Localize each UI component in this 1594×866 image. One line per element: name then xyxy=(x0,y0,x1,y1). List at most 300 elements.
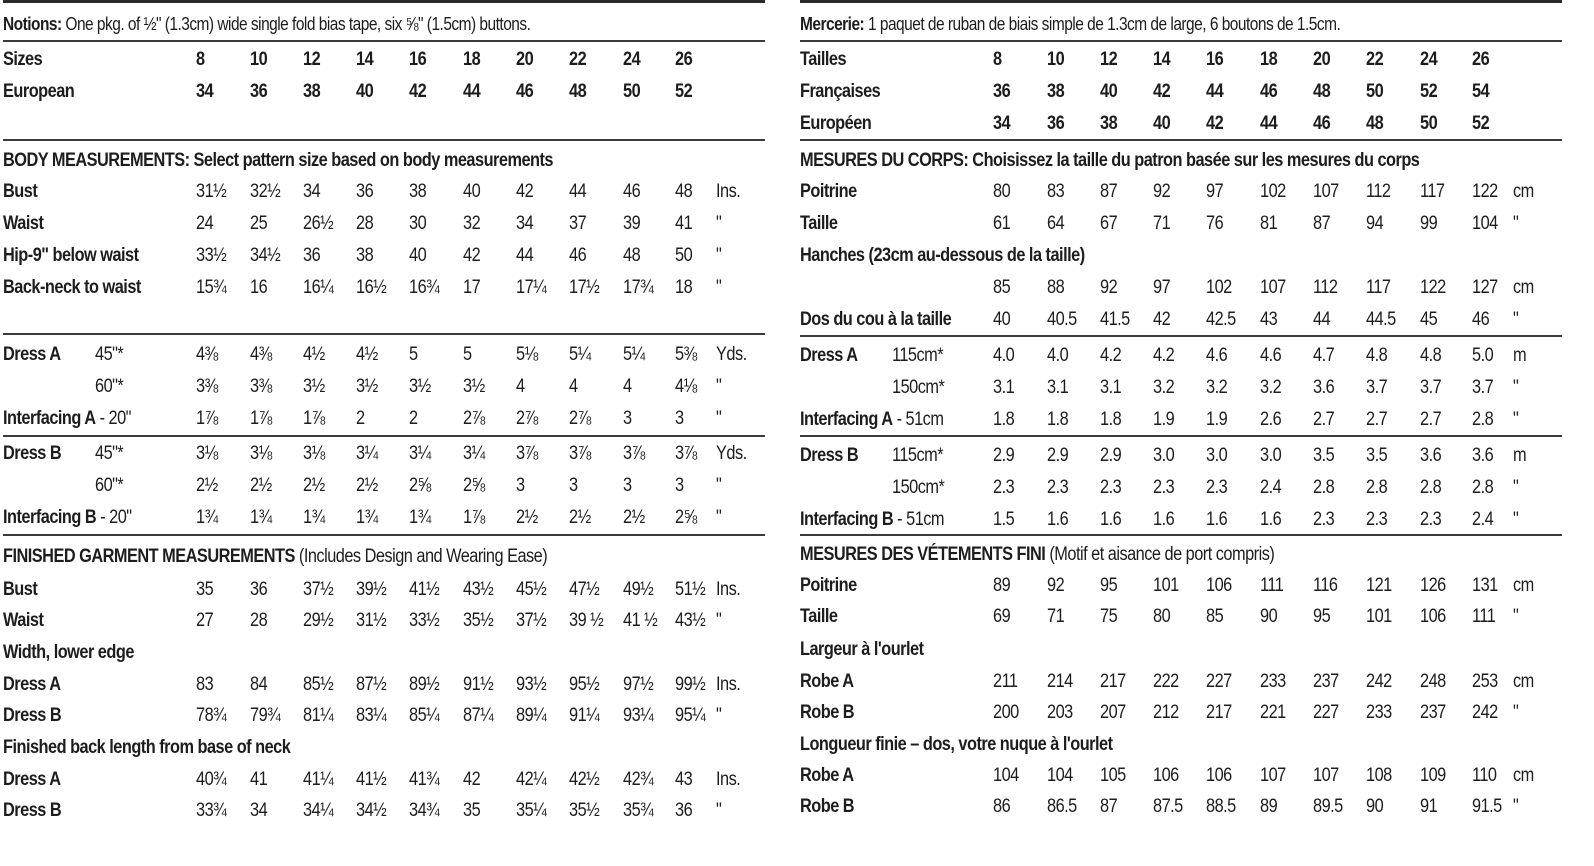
table-cell: 14 xyxy=(1153,49,1171,70)
table-cell: 217 xyxy=(1100,671,1126,692)
row-label: Robe B xyxy=(800,796,855,817)
unit-label: " xyxy=(716,408,722,429)
table-cell: 105 xyxy=(1100,765,1126,786)
table-cell: 94 xyxy=(1366,213,1384,234)
row-label: Françaises xyxy=(800,81,881,102)
unit-label: " xyxy=(1513,796,1519,817)
table-cell: 3 xyxy=(675,408,684,429)
table-cell: 85 xyxy=(1206,606,1224,627)
table-cell: 81 xyxy=(1260,213,1278,234)
table-cell: 227 xyxy=(1313,702,1339,723)
table-cell: 3 xyxy=(623,408,632,429)
table-cell: 43 xyxy=(675,769,693,790)
table-cell: 61 xyxy=(993,213,1011,234)
table-cell: 36 xyxy=(675,800,693,821)
table-cell: 16 xyxy=(1206,49,1224,70)
table-cell: 8 xyxy=(993,49,1002,70)
table-cell: 121 xyxy=(1366,575,1392,596)
table-cell: 2.7 xyxy=(1366,409,1388,430)
table-cell: 42 xyxy=(1153,81,1171,102)
table-cell: 3⅛ xyxy=(303,443,325,464)
table-cell: 1¾ xyxy=(356,507,378,528)
table-row xyxy=(800,208,1562,240)
table-cell: 42 xyxy=(1153,309,1171,330)
table-cell: 38 xyxy=(1100,113,1118,134)
table-cell: 17¼ xyxy=(516,277,547,298)
table-cell: 99 xyxy=(1420,213,1438,234)
table-row xyxy=(3,44,765,76)
table-cell: 33½ xyxy=(196,245,227,266)
table-cell: 38 xyxy=(303,81,321,102)
unit-label: " xyxy=(716,213,722,234)
table-cell: 38 xyxy=(1047,81,1065,102)
table-cell: 95 xyxy=(1100,575,1118,596)
table-cell: 127 xyxy=(1472,277,1498,298)
fabric-width: 115cm* xyxy=(892,345,944,366)
table-cell: 48 xyxy=(1313,81,1331,102)
table-cell: 1.6 xyxy=(1047,509,1069,530)
table-cell: 2 xyxy=(409,408,418,429)
table-cell: 37½ xyxy=(303,579,334,600)
fabric-width: 150cm* xyxy=(892,377,945,398)
table-cell: 95¼ xyxy=(675,705,706,726)
table-cell: 214 xyxy=(1047,671,1073,692)
table-cell: 92 xyxy=(1153,181,1171,202)
table-cell: 40¾ xyxy=(196,769,227,790)
table-cell: 89 xyxy=(993,575,1011,596)
table-cell: 1.8 xyxy=(1100,409,1122,430)
table-cell: 89 xyxy=(1260,796,1278,817)
unit-label: " xyxy=(1513,377,1519,398)
table-cell: 47½ xyxy=(569,579,600,600)
table-cell: 29½ xyxy=(303,610,334,631)
table-cell: 93½ xyxy=(516,674,547,695)
row-label: Dress B xyxy=(3,705,62,726)
table-cell: 107 xyxy=(1260,765,1286,786)
table-cell: 237 xyxy=(1313,671,1339,692)
rule xyxy=(800,435,1562,437)
table-cell: 2.8 xyxy=(1313,477,1335,498)
table-cell: 87¼ xyxy=(463,705,494,726)
notions-text: 1 paquet de ruban de biais simple de 1.3cm de large, 6 boutons de 1.5cm. xyxy=(864,14,1341,34)
table-cell: 4.6 xyxy=(1206,345,1228,366)
table-cell: 3⅞ xyxy=(623,443,645,464)
table-cell: 27 xyxy=(196,610,214,631)
row-label: Dress A xyxy=(800,345,858,366)
row-label: Sizes xyxy=(3,49,43,70)
table-cell: 71 xyxy=(1153,213,1171,234)
table-cell: 4½ xyxy=(303,344,325,365)
table-cell: 38 xyxy=(409,181,427,202)
table-cell: 90 xyxy=(1366,796,1384,817)
table-cell: 44 xyxy=(569,181,587,202)
row-label: Dress A xyxy=(3,769,61,790)
table-cell: 108 xyxy=(1366,765,1392,786)
table-cell: 44.5 xyxy=(1366,309,1396,330)
table-cell: 4⅜ xyxy=(250,344,272,365)
table-cell: 3.1 xyxy=(1100,377,1122,398)
table-cell: 25 xyxy=(250,213,268,234)
table-cell: 116 xyxy=(1313,575,1338,596)
table-cell: 35½ xyxy=(463,610,494,631)
table-cell: 50 xyxy=(623,81,641,102)
table-cell: 97 xyxy=(1206,181,1224,202)
unit-label: " xyxy=(716,376,722,397)
table-cell: 2½ xyxy=(196,475,218,496)
table-cell: 233 xyxy=(1366,702,1392,723)
table-row xyxy=(800,76,1562,108)
table-cell: 24 xyxy=(196,213,214,234)
notions-text: One pkg. of ½" (1.3cm) wide single fold bias tape, six ⅝" (1.5cm) buttons. xyxy=(61,14,531,34)
table-cell: 106 xyxy=(1420,606,1446,627)
body-heading: MESURES DU CORPS: Choisissez la taille du patron basée sur les mesures du corps xyxy=(800,150,1420,171)
table-cell: 79¾ xyxy=(250,705,281,726)
table-cell: 42½ xyxy=(569,769,600,790)
table-cell: 5⅛ xyxy=(516,344,538,365)
table-cell: 48 xyxy=(623,245,641,266)
table-cell: 16 xyxy=(409,49,427,70)
table-cell: 32 xyxy=(463,213,481,234)
table-cell: 81¼ xyxy=(303,705,334,726)
table-cell: 40 xyxy=(463,181,481,202)
table-cell: 16¼ xyxy=(303,277,334,298)
table-cell: 1.9 xyxy=(1206,409,1228,430)
table-cell: 227 xyxy=(1206,671,1232,692)
table-cell: 36 xyxy=(993,81,1011,102)
table-cell: 46 xyxy=(569,245,587,266)
table-cell: 109 xyxy=(1420,765,1446,786)
table-cell: 69 xyxy=(993,606,1011,627)
table-cell: 24 xyxy=(623,49,641,70)
row-label: Dress B xyxy=(800,445,859,466)
table-cell: 4 xyxy=(569,376,578,397)
unit-label: " xyxy=(1513,477,1519,498)
table-cell: 76 xyxy=(1206,213,1224,234)
table-cell: 4.2 xyxy=(1153,345,1175,366)
table-row xyxy=(3,795,765,827)
row-label: Dress B xyxy=(3,443,62,464)
table-cell: 8 xyxy=(196,49,205,70)
finished-heading: MESURES DES VÉTEMENTS FINI (Motif et aisance de port compris) xyxy=(800,544,1275,565)
table-cell: 211 xyxy=(993,671,1018,692)
table-cell: 1.6 xyxy=(1206,509,1228,530)
table-row xyxy=(800,372,1562,404)
table-cell: 207 xyxy=(1100,702,1126,723)
table-cell: 2⅞ xyxy=(569,408,591,429)
row-label: Taille xyxy=(800,606,838,627)
unit-label: cm xyxy=(1513,277,1534,298)
table-cell: 3.7 xyxy=(1472,377,1494,398)
table-cell: 86.5 xyxy=(1047,796,1077,817)
unit-label: Yds. xyxy=(716,443,747,464)
table-cell: 117 xyxy=(1366,277,1391,298)
table-cell: 31½ xyxy=(196,181,227,202)
table-cell: 4⅛ xyxy=(675,376,697,397)
table-row xyxy=(3,176,765,208)
table-cell: 3½ xyxy=(409,376,431,397)
table-row xyxy=(800,697,1562,729)
table-cell: 110 xyxy=(1472,765,1497,786)
table-cell: 89¼ xyxy=(516,705,547,726)
table-cell: 28 xyxy=(250,610,268,631)
table-cell: 90 xyxy=(1260,606,1278,627)
table-row xyxy=(3,764,765,796)
table-cell: 3¼ xyxy=(463,443,485,464)
table-cell: 1.6 xyxy=(1153,509,1175,530)
table-cell: 50 xyxy=(1366,81,1384,102)
unit-label: " xyxy=(716,475,722,496)
table-cell: 41.5 xyxy=(1100,309,1130,330)
table-cell: 2.9 xyxy=(1100,445,1122,466)
unit-label: " xyxy=(716,507,722,528)
table-row xyxy=(800,304,1562,336)
table-cell: 1.5 xyxy=(993,509,1015,530)
table-cell: 3.0 xyxy=(1153,445,1175,466)
table-cell: 2⅝ xyxy=(463,475,485,496)
table-cell: 12 xyxy=(1100,49,1118,70)
table-cell: 237 xyxy=(1420,702,1446,723)
table-cell: 107 xyxy=(1313,765,1339,786)
table-cell: 1¾ xyxy=(303,507,325,528)
table-cell: 1⅞ xyxy=(303,408,325,429)
table-cell: 200 xyxy=(993,702,1019,723)
rule xyxy=(800,40,1562,42)
table-cell: 2.3 xyxy=(1313,509,1335,530)
table-cell: 242 xyxy=(1472,702,1498,723)
table-cell: 80 xyxy=(1153,606,1171,627)
table-cell: 3⅞ xyxy=(569,443,591,464)
table-cell: 4.0 xyxy=(1047,345,1069,366)
table-cell: 104 xyxy=(1047,765,1073,786)
table-cell: 14 xyxy=(356,49,374,70)
table-cell: 37½ xyxy=(516,610,547,631)
table-cell: 46 xyxy=(1260,81,1278,102)
table-cell: 34 xyxy=(250,800,268,821)
table-cell: 95 xyxy=(1313,606,1331,627)
table-cell: 3.6 xyxy=(1472,445,1494,466)
unit-label: Ins. xyxy=(716,579,741,600)
table-cell: 102 xyxy=(1260,181,1286,202)
unit-label: m xyxy=(1513,345,1527,366)
table-cell: 106 xyxy=(1153,765,1179,786)
row-label: Hip-9" below waist xyxy=(3,245,139,266)
table-cell: 3.2 xyxy=(1260,377,1282,398)
table-cell: 1⅞ xyxy=(250,408,272,429)
table-cell: 48 xyxy=(675,181,693,202)
table-cell: 101 xyxy=(1366,606,1392,627)
table-cell: 28 xyxy=(356,213,374,234)
table-cell: 42¾ xyxy=(623,769,654,790)
table-cell: 84 xyxy=(250,674,268,695)
unit-label: cm xyxy=(1513,181,1534,202)
table-cell: 3.5 xyxy=(1313,445,1335,466)
table-cell: 42 xyxy=(463,245,481,266)
table-cell: 83 xyxy=(1047,181,1065,202)
table-cell: 2.7 xyxy=(1313,409,1335,430)
unit-label: Ins. xyxy=(716,181,741,202)
table-cell: 3¼ xyxy=(409,443,431,464)
row-label: Poitrine xyxy=(800,181,857,202)
notions-label: Mercerie: xyxy=(800,14,865,34)
table-cell: 2⅝ xyxy=(675,507,697,528)
table-cell: 1.8 xyxy=(1047,409,1069,430)
rule xyxy=(3,435,765,437)
table-cell: 91¼ xyxy=(569,705,600,726)
table-cell: 22 xyxy=(569,49,587,70)
table-cell: 3.6 xyxy=(1420,445,1442,466)
table-cell: 18 xyxy=(675,277,693,298)
table-row xyxy=(3,240,765,272)
table-cell: 91 xyxy=(1420,796,1438,817)
table-cell: 2.3 xyxy=(1153,477,1175,498)
table-cell: 46 xyxy=(623,181,641,202)
table-cell: 64 xyxy=(1047,213,1065,234)
table-cell: 35 xyxy=(196,579,214,600)
top-rule xyxy=(800,0,1562,3)
table-cell: 2.3 xyxy=(1206,477,1228,498)
table-row xyxy=(3,403,765,435)
table-cell: 12 xyxy=(303,49,321,70)
unit-label: cm xyxy=(1513,671,1534,692)
unit-label: m xyxy=(1513,445,1527,466)
table-cell: 106 xyxy=(1206,575,1232,596)
table-cell: 22 xyxy=(1366,49,1384,70)
table-cell: 104 xyxy=(1472,213,1498,234)
width-heading: Width, lower edge xyxy=(3,642,134,663)
unit-label: cm xyxy=(1513,575,1534,596)
table-cell: 41¼ xyxy=(303,769,334,790)
table-row xyxy=(800,404,1562,436)
table-cell: 34 xyxy=(303,181,321,202)
unit-label: " xyxy=(1513,309,1519,330)
table-cell: 43½ xyxy=(675,610,706,631)
table-cell: 1⅞ xyxy=(196,408,218,429)
table-cell: 2½ xyxy=(250,475,272,496)
table-cell: 2.3 xyxy=(1366,509,1388,530)
table-cell: 34½ xyxy=(356,800,387,821)
row-label: Tailles xyxy=(800,49,847,70)
table-cell: 42 xyxy=(409,81,427,102)
table-cell: 15¾ xyxy=(196,277,227,298)
table-cell: 44 xyxy=(1313,309,1331,330)
table-cell: 36 xyxy=(250,579,268,600)
row-label: Dress B xyxy=(3,800,62,821)
table-cell: 4⅜ xyxy=(196,344,218,365)
table-cell: 83¼ xyxy=(356,705,387,726)
table-cell: 41½ xyxy=(356,769,387,790)
table-cell: 40 xyxy=(993,309,1011,330)
table-cell: 1.9 xyxy=(1153,409,1175,430)
table-cell: 42.5 xyxy=(1206,309,1236,330)
row-label: Dos du cou à la taille xyxy=(800,309,952,330)
table-cell: 92 xyxy=(1047,575,1065,596)
table-cell: 2.4 xyxy=(1472,509,1494,530)
table-cell: 2.9 xyxy=(1047,445,1069,466)
row-label: Interfacing B - 20" xyxy=(3,507,132,528)
table-cell: 16½ xyxy=(356,277,387,298)
table-cell: 3.7 xyxy=(1366,377,1388,398)
table-cell: 3½ xyxy=(303,376,325,397)
table-cell: 26 xyxy=(675,49,693,70)
table-cell: 41 xyxy=(250,769,268,790)
table-cell: 42 xyxy=(516,181,534,202)
table-cell: 44 xyxy=(463,81,481,102)
table-cell: 107 xyxy=(1260,277,1286,298)
row-label: Dress A xyxy=(3,344,61,365)
table-row xyxy=(3,669,765,701)
table-cell: 51½ xyxy=(675,579,706,600)
table-cell: 92 xyxy=(1100,277,1118,298)
table-cell: 85 xyxy=(993,277,1011,298)
table-cell: 78¾ xyxy=(196,705,227,726)
table-row xyxy=(800,44,1562,76)
table-row xyxy=(800,791,1562,823)
unit-label: " xyxy=(1513,509,1519,530)
table-cell: 24 xyxy=(1420,49,1438,70)
table-cell: 5 xyxy=(463,344,472,365)
table-cell: 42 xyxy=(463,769,481,790)
unit-label: " xyxy=(1513,606,1519,627)
table-cell: 46 xyxy=(516,81,534,102)
rule xyxy=(3,40,765,42)
table-cell: 41 ½ xyxy=(623,610,658,631)
table-cell: 43½ xyxy=(463,579,494,600)
unit-label: " xyxy=(1513,409,1519,430)
table-cell: 18 xyxy=(463,49,481,70)
row-label: Robe A xyxy=(800,671,854,692)
table-cell: 87 xyxy=(1100,181,1118,202)
row-label: Robe B xyxy=(800,702,855,723)
row-label: Poitrine xyxy=(800,575,857,596)
table-cell: 3.2 xyxy=(1153,377,1175,398)
table-cell: 39½ xyxy=(356,579,387,600)
unit-label: Ins. xyxy=(716,674,741,695)
table-cell: 26 xyxy=(1472,49,1490,70)
table-cell: 4.8 xyxy=(1420,345,1442,366)
table-cell: 1.6 xyxy=(1100,509,1122,530)
table-cell: 217 xyxy=(1206,702,1232,723)
table-cell: 2½ xyxy=(623,507,645,528)
row-label: Taille xyxy=(800,213,838,234)
table-cell: 2.8 xyxy=(1420,477,1442,498)
table-cell: 40 xyxy=(356,81,374,102)
table-row xyxy=(3,470,765,502)
table-row xyxy=(3,371,765,403)
table-cell: 83 xyxy=(196,674,214,695)
table-cell: 49½ xyxy=(623,579,654,600)
table-cell: 1¾ xyxy=(196,507,218,528)
table-row xyxy=(3,438,765,470)
table-cell: 54 xyxy=(1472,81,1490,102)
row-label: Waist xyxy=(3,610,44,631)
table-cell: 4.8 xyxy=(1366,345,1388,366)
unit-label: " xyxy=(716,705,722,726)
table-cell: 40 xyxy=(409,245,427,266)
unit-label: Ins. xyxy=(716,769,741,790)
table-cell: 10 xyxy=(250,49,268,70)
table-cell: 111 xyxy=(1260,575,1284,596)
table-row xyxy=(3,605,765,637)
table-cell: 35½ xyxy=(569,800,600,821)
table-cell: 112 xyxy=(1366,181,1391,202)
table-cell: 34¾ xyxy=(409,800,440,821)
table-cell: 87 xyxy=(1100,796,1118,817)
table-cell: 2.3 xyxy=(1420,509,1442,530)
table-row xyxy=(3,208,765,240)
table-cell: 2⅞ xyxy=(463,408,485,429)
table-cell: 48 xyxy=(569,81,587,102)
table-cell: 44 xyxy=(516,245,534,266)
